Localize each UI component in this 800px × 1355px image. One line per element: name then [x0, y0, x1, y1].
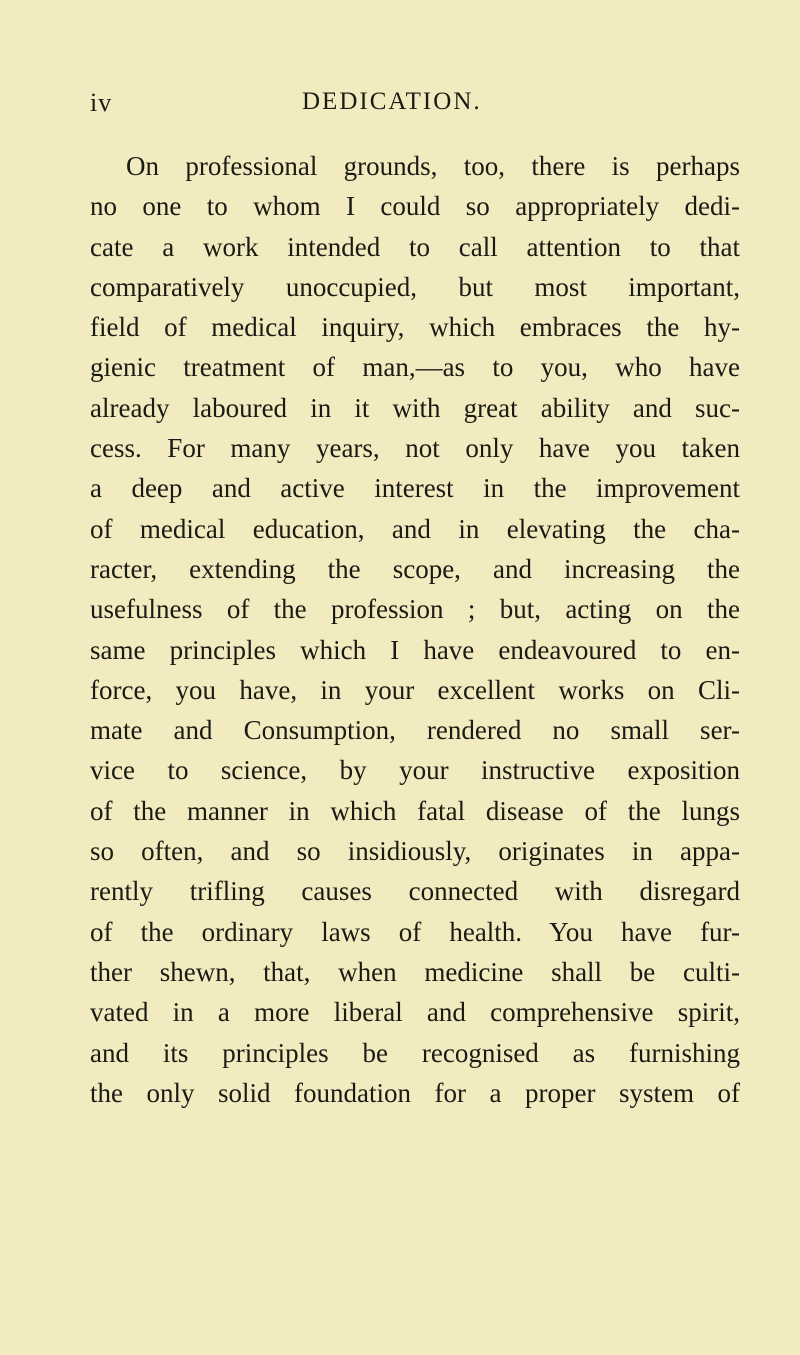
page-header: [90, 88, 740, 122]
text-line: On professional grounds, too, there is perhaps: [126, 151, 740, 181]
text-line: of medical education, and in elevating the cha-: [90, 513, 740, 544]
text-line: the only solid foundation for a proper system of: [90, 1077, 740, 1108]
text-line: field of medical inquiry, which embraces the hy-: [90, 312, 740, 343]
text-line: already laboured in it with great ability and suc-: [90, 392, 740, 423]
text-line: force, you have, in your excellent works on Cli-: [90, 674, 740, 705]
text-line: of the manner in which fatal disease of the lungs: [90, 795, 740, 826]
body-paragraph: [90, 146, 740, 1113]
text-line: vice to science, by your instructive exposition: [90, 755, 740, 786]
text-line: cate a work intended to call attention to that: [90, 231, 740, 262]
text-line: no one to whom I could so appropriately dedi-: [90, 191, 740, 222]
text-line: same principles which I have endeavoured to en-: [90, 634, 740, 665]
running-head: DEDICATION.: [302, 88, 482, 115]
text-line: a deep and active interest in the improvement: [90, 473, 740, 504]
text-line: and its principles be recognised as furnishing: [90, 1037, 740, 1068]
text-line: of the ordinary laws of health. You have fur-: [90, 916, 740, 947]
text-line: mate and Consumption, rendered no small ser-: [90, 715, 740, 746]
text-line: gienic treatment of man,—as to you, who have: [90, 352, 740, 383]
text-line: comparatively unoccupied, but most important,: [90, 271, 740, 302]
text-line: racter, extending the scope, and increasing the: [90, 553, 740, 584]
text-line: vated in a more liberal and comprehensive spirit,: [90, 997, 740, 1028]
text-line: usefulness of the profession ; but, acting on the: [90, 594, 740, 625]
text-line: so often, and so insidiously, originates in appa-: [90, 836, 740, 867]
text-line: rently trifling causes connected with disregard: [90, 876, 740, 907]
page-number: iv: [90, 88, 113, 117]
text-line: cess. For many years, not only have you taken: [90, 433, 740, 464]
text-line: ther shewn, that, when medicine shall be culti-: [90, 956, 740, 987]
